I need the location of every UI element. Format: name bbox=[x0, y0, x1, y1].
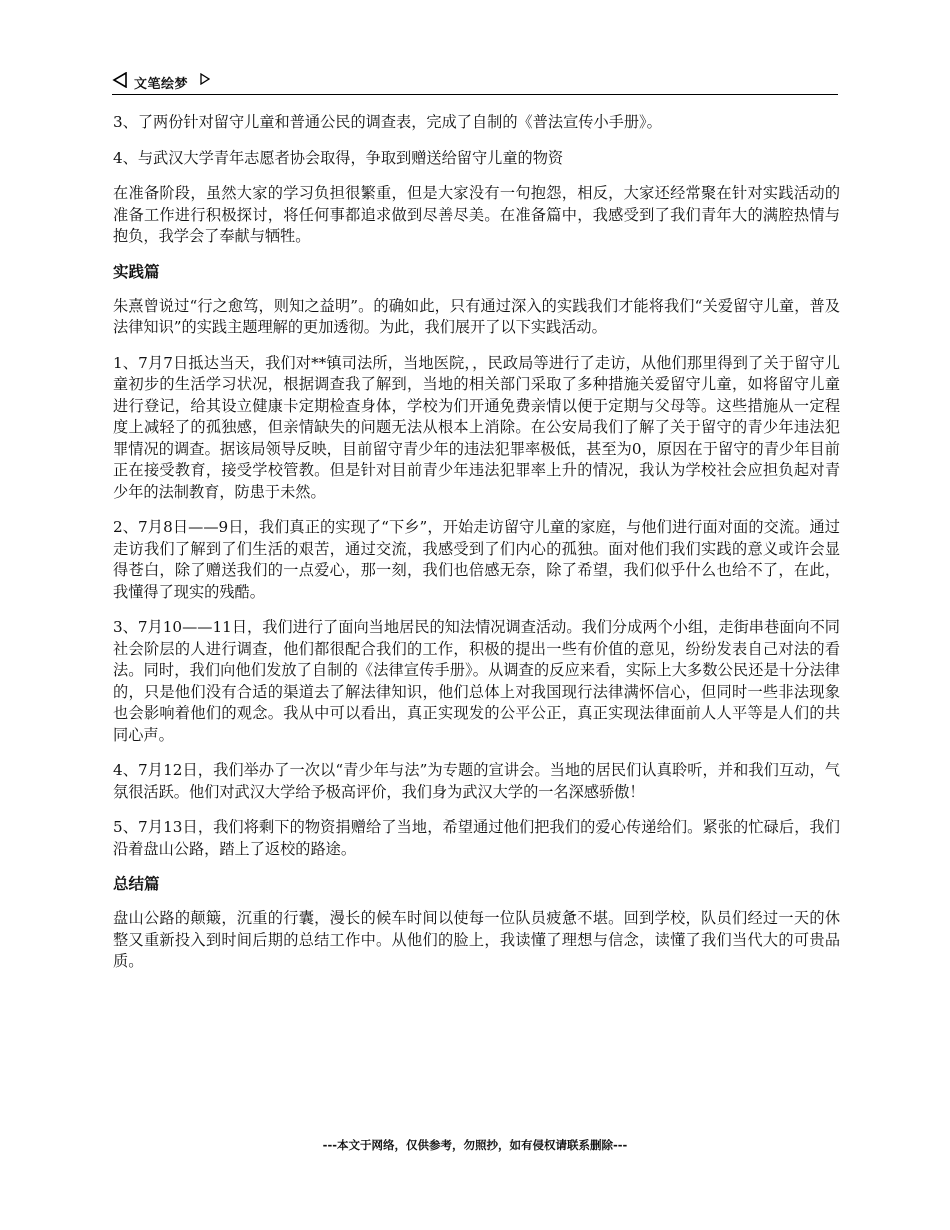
section-heading-practice: 实践篇 bbox=[113, 262, 160, 281]
triangle-left-outline-icon bbox=[112, 72, 128, 88]
paragraph: 2、7月8日——9日，我们真正的实现了“下乡”，开始走访留守儿童的家庭，与他们进行面对面的交流。通过走访我们了解到了们生活的艰苦，通过交流，我感受到了们内心的孤独。面对他们我们实践的意义或许会显得苍白，除了赠送我们的一点爱心，那一刻，我们也倍感无奈，除了希望，我们似乎什么也给不了，在此，我懂得了现实的残酷。 bbox=[113, 518, 840, 601]
paragraph: 4、与武汉大学青年志愿者协会取得，争取到赠送给留守儿童的物资 bbox=[113, 148, 564, 167]
paragraph: 5、7月13日，我们将剩下的物资捐赠给了当地，希望通过他们把我们的爱心传递给们。紧张的忙碌后，我们沿着盘山公路，踏上了返校的路途。 bbox=[113, 818, 840, 858]
paragraph: 3、了两份针对留守儿童和普通公民的调查表，完成了自制的《普法宣传小手册》。 bbox=[113, 113, 662, 131]
section-heading-summary: 总结篇 bbox=[113, 875, 160, 893]
header-brand: 文笔绘梦 bbox=[134, 77, 189, 92]
page-header bbox=[112, 70, 838, 95]
paragraph: 在准备阶段，虽然大家的学习负担很繁重，但是大家没有一句抱怨，相反，大家还经常聚在针对实践活动的准备工作进行积极探讨，将任何事都追求做到尽善尽美。在准备篇中，我感受到了我们青年大的满腔热情与抱负，我学会了奉献与牺牲。 bbox=[113, 184, 840, 245]
paragraph: 4、7月12日，我们举办了一次以“青少年与法”为专题的宣讲会。当地的居民们认真聆听，并和我们互动，气氛很活跃。他们对武汉大学给予极高评价，我们身为武汉大学的一名深感骄傲！ bbox=[113, 761, 840, 801]
document-body bbox=[113, 112, 840, 987]
page-footer-disclaimer: ---本文于网络，仅供参考，勿照抄，如有侵权请联系删除--- bbox=[322, 1138, 628, 1152]
paragraph: 朱熹曾说过“行之愈笃，则知之益明”。的确如此，只有通过深入的实践我们才能将我们“关爱留守儿童，普及法律知识”的实践主题理解的更加透彻。为此，我们展开了以下实践活动。 bbox=[113, 296, 840, 336]
paragraph: 1、7月7日抵达当天，我们对**镇司法所，当地医院，，民政局等进行了走访，从他们那里得到了关于留守儿童初步的生活学习状况，根据调查我了解到，当地的相关部门采取了多种措施关爱留守儿童，如将留守儿童进行登记，给其设立健康卡定期检查身体，学校为们开通免费亲情以便于定期与父母等。这些措施从一定程度上减轻了的孤独感，但亲情缺失的问题无法从根本上消除。在公安局我们了解了关于留守的青少年违法犯罪情况的调查。据该局领导反映，目前留守青少年的违法犯罪率极低，甚至为0，原因在于留守的青少年目前正在接受教育，接受学校管教。但是针对目前青少年违法犯罪率上升的情况，我认为学校社会应担负起对青少年的法制教育，防患于未然。 bbox=[113, 353, 840, 501]
paragraph: 3、7月10——11日，我们进行了面向当地居民的知法情况调查活动。我们分成两个小组，走街串巷面向不同社会阶层的人进行调查，他们都很配合我们的工作，积极的提出一些有价值的意见，纷纷发表自己对法的看法。同时，我们向他们发放了自制的《法律宣传手册》。从调查的反应来看，实际上大多数公民还是十分法律的，只是他们没有合适的渠道去了解法律知识，他们总体上对我国现行法律满怀信心，但同时一些非法现象也会影响着他们的观念。我从中可以看出，真正实现发的公平公正，真正实现法律面前人人平等是人们的共同心声。 bbox=[113, 618, 840, 744]
triangle-right-outline-icon bbox=[200, 73, 210, 85]
paragraph: 盘山公路的颠簸，沉重的行囊，漫长的候车时间以使每一位队员疲惫不堪。回到学校，队员们经过一天的休整又重新投入到时间后期的总结工作中。从他们的脸上，我读懂了理想与信念，读懂了我们当代大的可贵品质。 bbox=[113, 909, 840, 970]
